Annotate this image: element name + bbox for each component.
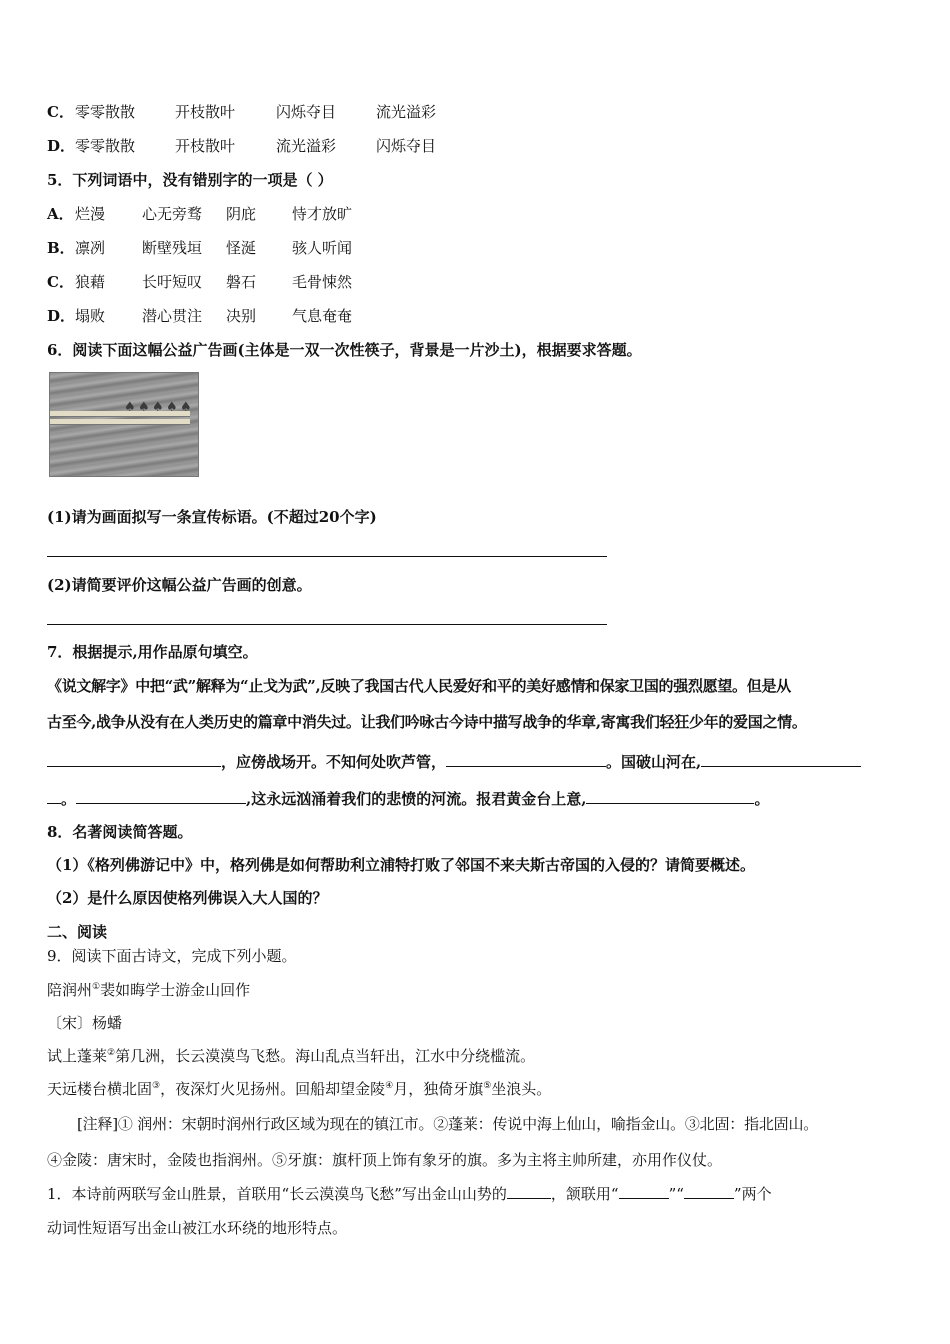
option-item: 零零散散 xyxy=(75,103,136,121)
option-label: D． xyxy=(47,137,76,155)
tree-icon: ♠ xyxy=(166,400,178,415)
fill-blank[interactable] xyxy=(47,751,221,767)
fill-blank[interactable] xyxy=(586,788,754,804)
poem-text: 天远楼台横北固 xyxy=(47,1080,153,1098)
poem-title-part: 裴如晦学士游金山回作 xyxy=(100,981,251,999)
poem-line xyxy=(47,1046,535,1066)
q4-option-c xyxy=(47,102,436,122)
q6-sub2: (2)请简要评价这幅公益广告画的创意。 xyxy=(47,576,312,594)
option-item: 心无旁骛 xyxy=(142,205,203,223)
q8-sub1: （1）《格列佛游记中》中，格列佛是如何帮助利立浦特打败了邻国不来夫斯古帝国的入侵的？请简要概述。 xyxy=(47,856,755,874)
q6-sub1: (1)请为画面拟写一条宣传标语。(不超过20个字) xyxy=(47,508,377,526)
q4-option-d xyxy=(47,136,436,156)
poem-text: 月，独倚牙旗 xyxy=(393,1080,484,1098)
option-item: 恃才放旷 xyxy=(292,205,353,223)
poem-text: ，夜深灯火见扬州。回船却望金陵 xyxy=(160,1080,386,1098)
fill-blank[interactable] xyxy=(684,1183,734,1199)
option-item: 长吁短叹 xyxy=(142,273,203,291)
answer-line[interactable] xyxy=(47,624,607,625)
q7-text: 。 xyxy=(61,790,77,808)
option-label: B． xyxy=(47,239,75,257)
fill-blank[interactable] xyxy=(507,1183,551,1199)
q8-stem: 8．名著阅读简答题。 xyxy=(47,823,193,841)
fill-blank[interactable] xyxy=(619,1183,669,1199)
chopsticks-ad-image xyxy=(49,372,199,477)
q7-fill-line-1 xyxy=(47,751,861,772)
option-item: 断壁残垣 xyxy=(142,239,203,257)
option-item: 开枝散叶 xyxy=(175,103,236,121)
poem-line xyxy=(47,1079,551,1099)
q9-sub1 xyxy=(47,1183,772,1204)
option-item: 狼藉 xyxy=(75,273,106,291)
option-item: 阴庇 xyxy=(226,205,257,223)
answer-line[interactable] xyxy=(47,556,607,557)
q9-text: 1．本诗前两联写金山胜景，首联用“长云漠漠鸟飞愁”写出金山山势的 xyxy=(47,1185,507,1203)
q9-text: ，颔联用“ xyxy=(550,1185,619,1203)
option-item: 怪涎 xyxy=(226,239,257,257)
option-label: C． xyxy=(47,103,74,121)
fill-blank[interactable] xyxy=(76,788,246,804)
option-item: 流光溢彩 xyxy=(276,137,337,155)
option-item: 零零散散 xyxy=(75,137,136,155)
footnote-marker: ⑤ xyxy=(483,1081,492,1091)
option-label: D． xyxy=(47,307,76,325)
q6-stem: 6．阅读下面这幅公益广告画(主体是一双一次性筷子，背景是一片沙土)，根据要求答题。 xyxy=(47,341,642,359)
option-item: 闪烁夺目 xyxy=(376,137,437,155)
poem-text: 第几洲，长云漠漠鸟飞愁。海山乱点当轩出，江水中分绕槛流。 xyxy=(115,1047,536,1065)
q9-stem: 9．阅读下面古诗文，完成下列小题。 xyxy=(47,947,297,965)
q9-sub1-continued: 动词性短语写出金山被江水环绕的地形特点。 xyxy=(47,1219,348,1237)
option-item: 开枝散叶 xyxy=(175,137,236,155)
section-heading: 二、阅读 xyxy=(47,923,108,941)
fill-blank[interactable] xyxy=(701,751,861,767)
q9-text: ”两个 xyxy=(733,1185,772,1203)
footnote-marker: ③ xyxy=(152,1081,161,1091)
q5-option-d xyxy=(47,306,352,326)
q7-text: 。 xyxy=(754,790,770,808)
poem-annotation: ④金陵：唐宋时，金陵也指润州。⑤牙旗：旗杆顶上饰有象牙的旗。多为主将主帅所建，亦用作仪仗。 xyxy=(47,1151,723,1169)
option-item: 毛骨悚然 xyxy=(292,273,353,291)
q5-option-c xyxy=(47,272,352,292)
fill-blank[interactable] xyxy=(446,751,606,767)
footnote-marker: ② xyxy=(107,1048,116,1058)
tree-icon: ♠ xyxy=(124,400,136,415)
q9-text: ”“ xyxy=(668,1185,684,1203)
option-item: 烂漫 xyxy=(75,205,106,223)
option-item: 潜心贯注 xyxy=(142,307,203,325)
q8-sub2: （2）是什么原因使格列佛误入大人国的？ xyxy=(47,889,328,907)
q5-stem: 5．下列词语中，没有错别字的一项是（ ） xyxy=(47,171,333,189)
tree-icon: ♠ xyxy=(152,400,164,415)
tree-icon: ♠ xyxy=(138,400,150,415)
option-item: 磐石 xyxy=(226,273,257,291)
footnote-marker: ① xyxy=(92,982,101,992)
option-item: 闪烁夺目 xyxy=(276,103,337,121)
q7-paragraph: 古至今,战争从没有在人类历史的篇章中消失过。让我们吟咏古今诗中描写战争的华章,寄寓我们轻狂少年的爱国之情。 xyxy=(47,713,807,731)
q7-paragraph: 《说文解字》中把“武”解释为“止戈为武”,反映了我国古代人民爱好和平的美好感情和保家卫国的强烈愿望。但是从 xyxy=(47,677,791,695)
footnote-marker: ④ xyxy=(385,1081,394,1091)
option-item: 塌败 xyxy=(75,307,106,325)
option-label: C． xyxy=(47,273,74,291)
q7-stem: 7．根据提示,用作品原句填空。 xyxy=(47,643,258,661)
option-item: 决别 xyxy=(226,307,257,325)
q7-text: ，应傍战场开。不知何处吹芦管， xyxy=(221,753,447,771)
poem-annotation: [注释]① 润州：宋朝时润州行政区域为现在的镇江市。②蓬莱：传说中海上仙山，喻指金山。③北固：指北固山。 xyxy=(77,1115,819,1133)
option-item: 流光溢彩 xyxy=(376,103,437,121)
q5-option-a xyxy=(47,204,352,224)
option-label: A． xyxy=(47,205,74,223)
q7-text: ,这永远汹涌着我们的悲愤的河流。报君黄金台上意, xyxy=(246,790,587,808)
q5-option-b xyxy=(47,238,352,258)
option-item: 凛冽 xyxy=(75,239,106,257)
poem-author: 〔宋〕杨蟠 xyxy=(47,1014,123,1032)
poem-title-part: 陪润州 xyxy=(47,981,93,999)
tree-icon: ♠ xyxy=(180,400,192,415)
option-item: 骇人听闻 xyxy=(292,239,353,257)
q7-fill-line-2 xyxy=(47,788,769,809)
option-item: 气息奄奄 xyxy=(292,307,353,325)
chopstick-shape xyxy=(50,419,190,425)
poem-text: 坐浪头。 xyxy=(491,1080,552,1098)
poem-title xyxy=(47,980,250,1000)
fill-blank[interactable] xyxy=(47,788,61,804)
q7-text: 。国破山河在, xyxy=(606,753,702,771)
poem-text: 试上蓬莱 xyxy=(47,1047,108,1065)
